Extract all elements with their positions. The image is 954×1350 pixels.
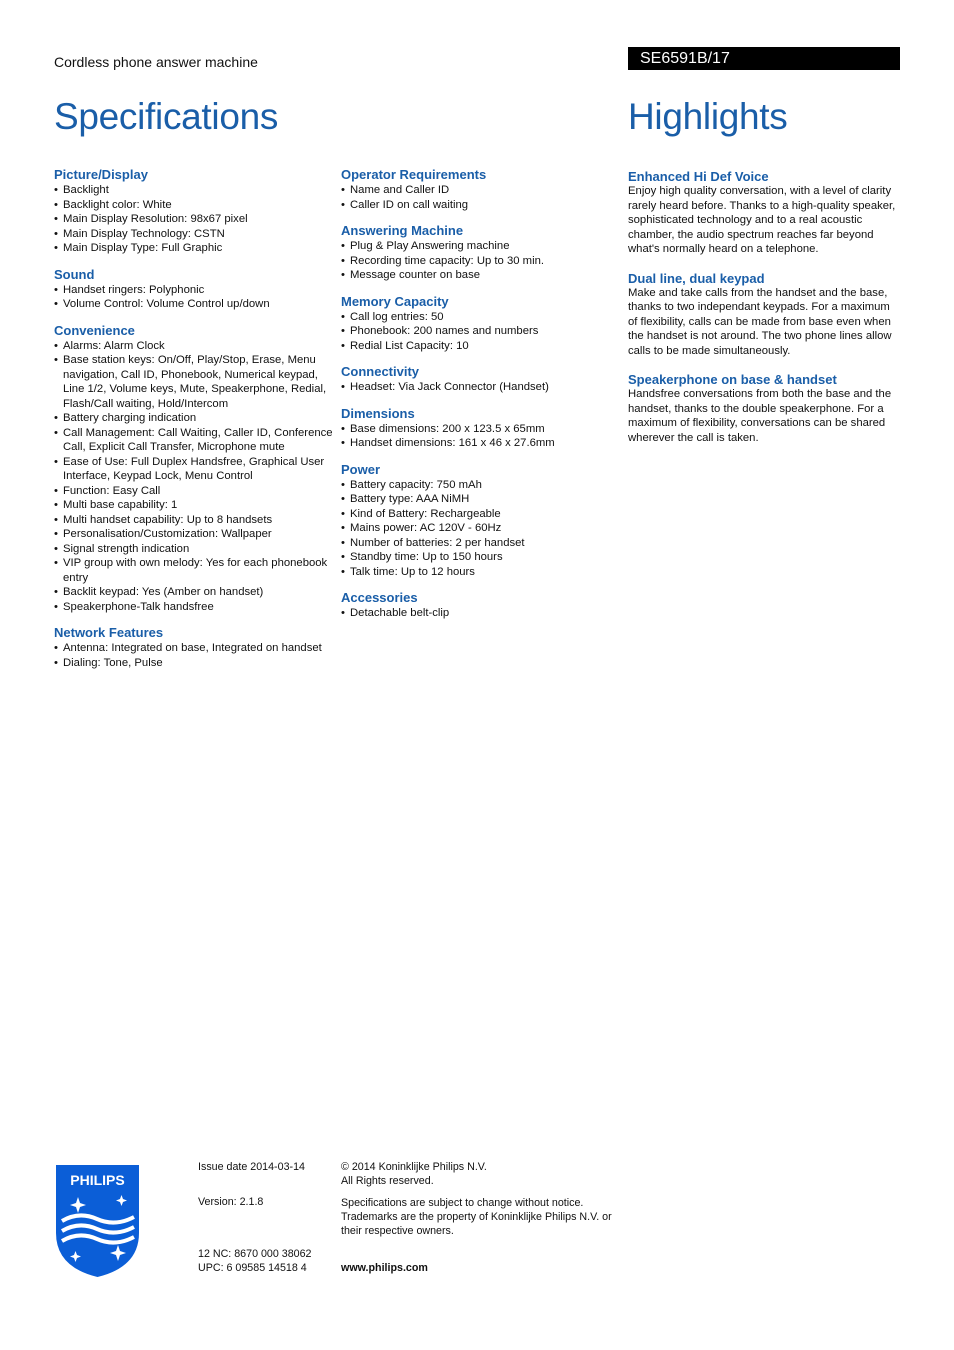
spec-item: • Headset: Via Jack Connector (Handset): [341, 380, 626, 395]
spec-item: • Base dimensions: 200 x 123.5 x 65mm: [341, 422, 626, 437]
model-number-badge: SE6591B/17: [628, 47, 900, 70]
spec-item: • Talk time: Up to 12 hours: [341, 565, 626, 580]
spec-item: • Handset ringers: Polyphonic: [54, 283, 339, 298]
website-link[interactable]: www.philips.com: [341, 1262, 428, 1274]
spec-list: [54, 183, 339, 256]
spec-item: • Handset dimensions: 161 x 46 x 27.6mm: [341, 436, 626, 451]
spec-section-accessories: [341, 590, 626, 621]
spec-section-heading: Connectivity: [341, 364, 420, 379]
spec-section-answering-machine: [341, 223, 626, 283]
document-type: Cordless phone answer machine: [54, 54, 258, 70]
highlights-column: [628, 169, 900, 459]
spec-item: • Message counter on base: [341, 268, 626, 283]
spec-item: • Call log entries: 50: [341, 310, 626, 325]
spec-section-operator-requirements: [341, 167, 626, 212]
spec-list: [341, 239, 626, 283]
spec-item: • Signal strength indication: [54, 542, 339, 557]
philips-shield-logo: [54, 1163, 141, 1279]
spec-item: • Caller ID on call waiting: [341, 198, 626, 213]
spec-item: • Multi base capability: 1: [54, 498, 339, 513]
issue-date: Issue date 2014-03-14: [198, 1161, 305, 1173]
spec-item: • Number of batteries: 2 per handset: [341, 536, 626, 551]
svg-text:PHILIPS: PHILIPS: [70, 1172, 125, 1188]
spec-item: • Name and Caller ID: [341, 183, 626, 198]
rights: All Rights reserved.: [341, 1175, 434, 1187]
specs-column-2: [341, 167, 626, 632]
spec-section-heading: Convenience: [54, 322, 135, 338]
spec-item: • Ease of Use: Full Duplex Handsfree, Graphical User Interface, Keypad Lock, Menu Control: [54, 455, 339, 484]
spec-list: [341, 606, 626, 621]
spec-section-heading: Sound: [54, 266, 95, 282]
spec-item: • Base station keys: On/Off, Play/Stop, Erase, Menu navigation, Call ID, Phonebook, Numerical keypad, Line 1/2, Volume keys, Mute, Speakerphone, Redial, Flash/Call waiting, Hold/Intercom: [54, 353, 339, 411]
specs-column-1: [54, 167, 339, 681]
spec-item: • Volume Control: Volume Control up/down: [54, 297, 339, 312]
spec-item: • Backlight: [54, 183, 339, 198]
highlight-heading: Dual line, dual keypad: [628, 270, 765, 286]
highlights-title: Highlights: [628, 96, 788, 137]
copyright: © 2014 Koninklijke Philips N.V.: [341, 1161, 487, 1173]
spec-section-heading: Accessories: [341, 590, 418, 605]
spec-item: • Dialing: Tone, Pulse: [54, 656, 339, 671]
terms-notice: Specifications are subject to change without notice. Trademarks are the property of Koninklijke Philips N.V. or their respective owners.: [341, 1197, 612, 1237]
spec-list: [341, 380, 626, 395]
spec-item: • Backlit keypad: Yes (Amber on handset): [54, 585, 339, 600]
spec-item: • Redial List Capacity: 10: [341, 339, 626, 354]
highlight-heading: Speakerphone on base & handset: [628, 372, 837, 387]
spec-section-heading: Picture/Display: [54, 167, 148, 182]
spec-section-heading: Network Features: [54, 625, 164, 640]
spec-section-heading: Power: [341, 461, 381, 477]
spec-item: • Main Display Technology: CSTN: [54, 227, 339, 242]
spec-section-picture-display: [54, 167, 339, 256]
spec-list: [341, 310, 626, 354]
spec-section-heading: Answering Machine: [341, 223, 464, 238]
highlight-dual-line-dual-keypad: [628, 271, 900, 359]
spec-item: • Speakerphone-Talk handsfree: [54, 600, 339, 615]
spec-item: • Multi handset capability: Up to 8 handsets: [54, 513, 339, 528]
spec-section-connectivity: [341, 364, 626, 395]
spec-section-heading: Memory Capacity: [341, 293, 449, 309]
spec-item: • Plug & Play Answering machine: [341, 239, 626, 254]
spec-item: • Battery type: AAA NiMH: [341, 492, 626, 507]
spec-item: • Detachable belt-clip: [341, 606, 626, 621]
highlight-body: Make and take calls from the handset and the base, thanks to two independant keypads. For a maximum of flexibility, calls can be made from base even when the handset is not around. The two phone lines allow calls to be made simultaneously.: [628, 286, 892, 357]
spec-section-power: [341, 462, 626, 580]
spec-list: [54, 339, 339, 615]
spec-item: • Standby time: Up to 150 hours: [341, 550, 626, 565]
spec-item: • Mains power: AC 120V - 60Hz: [341, 521, 626, 536]
spec-list: [341, 183, 626, 212]
spec-item: • Recording time capacity: Up to 30 min.: [341, 254, 626, 269]
spec-item: • Kind of Battery: Rechargeable: [341, 507, 626, 522]
highlight-enhanced-hi-def-voice: [628, 169, 900, 257]
product-codes: [198, 1247, 312, 1275]
spec-item: • Main Display Resolution: 98x67 pixel: [54, 212, 339, 227]
spec-section-heading: Operator Requirements: [341, 167, 487, 182]
highlight-speakerphone-on-base-handset: [628, 372, 900, 445]
specifications-title: Specifications: [54, 96, 279, 137]
spec-item: • VIP group with own melody: Yes for each phonebook entry: [54, 556, 339, 585]
highlight-heading: Enhanced Hi Def Voice: [628, 169, 769, 184]
highlight-body: Enjoy high quality conversation, with a level of clarity rarely heard before. Thanks to a high-quality speaker, sophisticated technology and to a real acoustic chamber, the audio spectrum reaches far beyond what's normally heard on a telephone.: [628, 185, 896, 255]
spec-list: [341, 478, 626, 580]
spec-item: • Battery capacity: 750 mAh: [341, 478, 626, 493]
spec-item: • Function: Easy Call: [54, 484, 339, 499]
upc-code: UPC: 6 09585 14518 4: [198, 1262, 307, 1274]
nc-code: 12 NC: 8670 000 38062: [198, 1248, 312, 1260]
version: Version: 2.1.8: [198, 1196, 264, 1208]
spec-section-memory-capacity: [341, 294, 626, 354]
spec-item: • Call Management: Call Waiting, Caller ID, Conference Call, Explicit Call Transfer, Microphone mute: [54, 426, 339, 455]
spec-list: [54, 283, 339, 312]
copyright-block: [341, 1160, 487, 1188]
spec-item: • Battery charging indication: [54, 411, 339, 426]
spec-item: • Alarms: Alarm Clock: [54, 339, 339, 354]
spec-item: • Backlight color: White: [54, 198, 339, 213]
spec-list: [54, 641, 339, 670]
spec-list: [341, 422, 626, 451]
spec-section-convenience: [54, 323, 339, 615]
highlight-body: Handsfree conversations from both the base and the handset, thanks to the double speakerphone. For a maximum of flexibility, conversations can be shared wherever the call is taken.: [628, 388, 892, 444]
spec-item: • Antenna: Integrated on base, Integrated on handset: [54, 641, 339, 656]
spec-section-heading: Dimensions: [341, 405, 415, 421]
spec-section-dimensions: [341, 406, 626, 451]
spec-item: • Phonebook: 200 names and numbers: [341, 324, 626, 339]
spec-item: • Main Display Type: Full Graphic: [54, 241, 339, 256]
spec-item: • Personalisation/Customization: Wallpaper: [54, 527, 339, 542]
spec-section-network-features: [54, 625, 339, 670]
spec-section-sound: [54, 267, 339, 312]
